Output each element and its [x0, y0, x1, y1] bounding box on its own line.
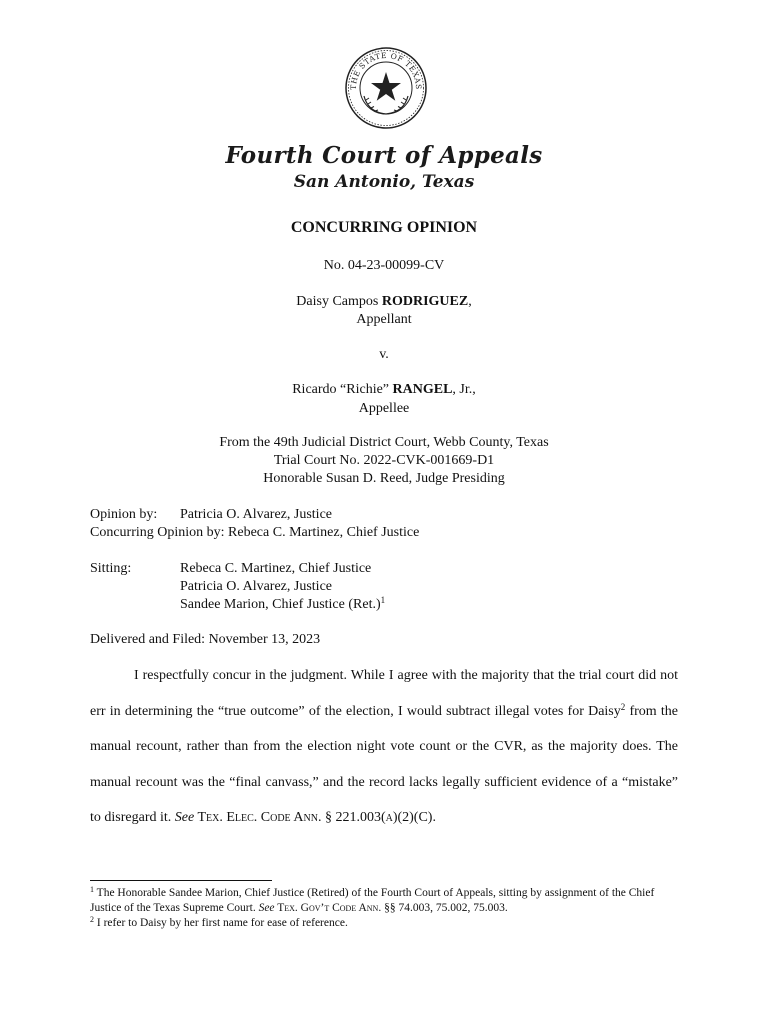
footnote-divider: [90, 880, 272, 881]
texas-state-seal: [344, 46, 428, 130]
versus: v.: [379, 347, 389, 362]
trial-court-number: Trial Court No. 2022-CVK-001669-D1: [273, 453, 495, 468]
body-text-part1: I respectfully concur in the judgment. While I agree with the majority that the trial court did not err in determining the “true outcome” of the election, I would subtract illegal votes for Daisy: [90, 668, 678, 719]
sitting-judge: Sandee Marion, Chief Justice (Ret.): [180, 597, 381, 612]
footnote-1-see: See: [258, 901, 275, 914]
statute-citation: Tex. Elec. Code Ann. § 221.003(a)(2)(C).: [194, 810, 436, 825]
appellee-name: [0, 381, 768, 398]
footnote-1-citation: Tex. Gov’t Code Ann. §§ 74.003, 75.002, 75.003.: [274, 901, 508, 914]
footnote-2: [90, 916, 680, 931]
delivered-and-filed: Delivered and Filed: November 13, 2023: [90, 632, 321, 647]
opinion-by-label: Opinion by:: [90, 507, 158, 522]
court-city: San Antonio, Texas: [293, 172, 475, 192]
footnote-ref-1[interactable]: 1: [380, 595, 386, 605]
svg-text:THE STATE OF TEXAS: THE STATE OF TEXAS: [348, 50, 424, 90]
appellee-prefix: Ricardo “Richie”: [292, 382, 393, 397]
trial-court-judge: Honorable Susan D. Reed, Judge Presiding: [263, 471, 505, 486]
footnote-2-mark: 2: [90, 915, 94, 924]
see-signal: See: [174, 810, 195, 825]
concurring-opinion-by: Concurring Opinion by: Rebeca C. Martinez, Chief Justice: [90, 525, 420, 540]
footnote-1-mark: 1: [90, 885, 94, 894]
footnote-ref-2[interactable]: 2: [620, 701, 626, 712]
footnote-1: [90, 886, 680, 915]
appellant-suffix: ,: [468, 294, 472, 309]
appellant-prefix: Daisy Campos: [296, 294, 382, 309]
court-name: Fourth Court of Appeals: [225, 142, 543, 169]
opinion-body-paragraph: [90, 658, 678, 836]
sitting-judge: Rebeca C. Martinez, Chief Justice: [180, 561, 372, 576]
opinion-by-value: Patricia O. Alvarez, Justice: [180, 507, 333, 522]
appellee-surname: RANGEL: [392, 382, 453, 397]
appellee-suffix: , Jr.,: [452, 382, 476, 397]
footnote-2-text: I refer to Daisy by her first name for ease of reference.: [94, 917, 348, 929]
case-number: No. 04-23-00099-CV: [323, 258, 445, 273]
appellant-role: Appellant: [356, 312, 412, 327]
sitting-label: Sitting:: [90, 561, 132, 576]
trial-court-line1: From the 49th Judicial District Court, Webb County, Texas: [219, 435, 549, 450]
body-text-part2: from the manual recount, rather than from the election night vote count or the CVR, as the majority does. The manual recount was the “final canvass,” and the record lacks legally sufficient evidence of a “mistake” to disregard it.: [90, 703, 678, 825]
appellant-surname: RODRIGUEZ: [381, 294, 469, 309]
sitting-judge: Patricia O. Alvarez, Justice: [180, 579, 333, 594]
appellant-name: [0, 293, 768, 310]
opinion-title: CONCURRING OPINION: [290, 219, 478, 236]
appellee-role: Appellee: [358, 401, 410, 416]
sitting-judge-with-footnote: [180, 596, 385, 613]
footnote-1-text: The Honorable Sandee Marion, Chief Justice (Retired) of the Fourth Court of Appeals, sitting by assignment of the Chief Justice of the Texas Supreme Court.: [90, 887, 655, 914]
